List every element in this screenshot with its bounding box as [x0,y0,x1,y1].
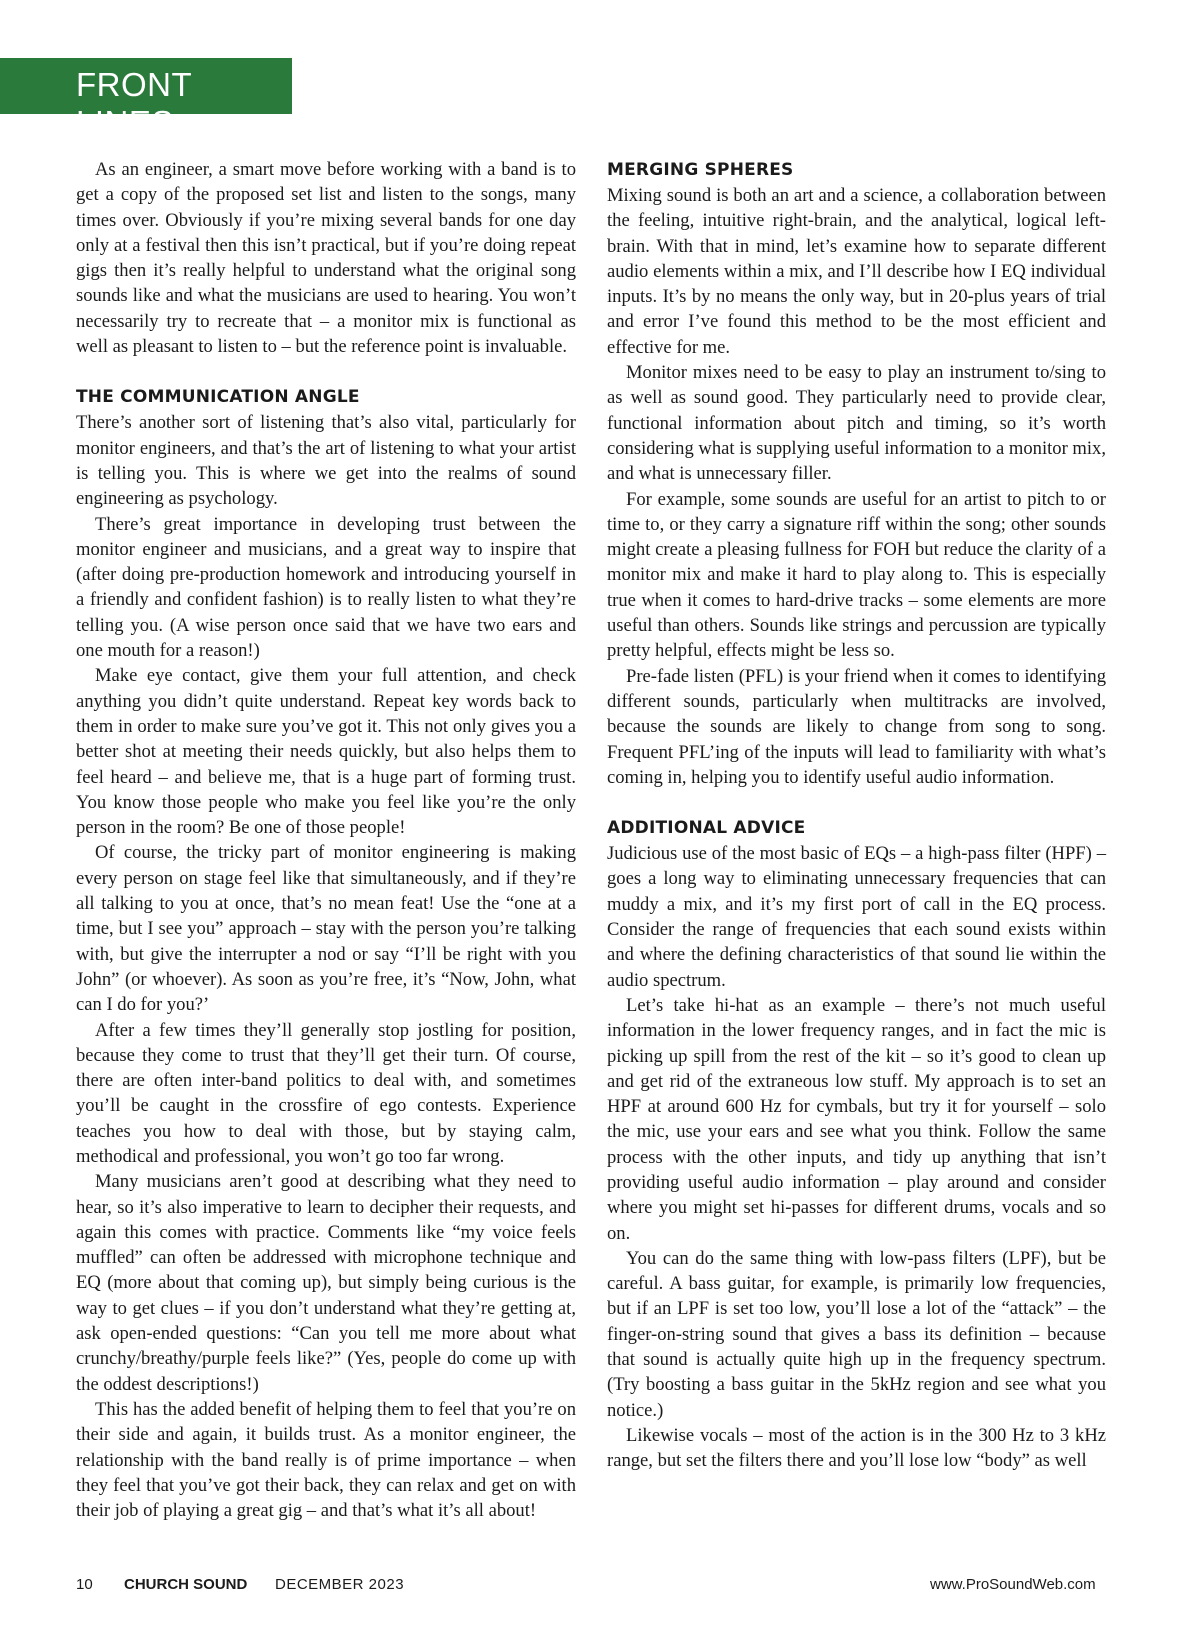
body-paragraph: Let’s take hi-hat as an example – there’s not much useful information in the lower frequency ranges, and in fact the mic is picking up spill from the rest of the kit – so it’s good to clean up and get rid of the extraneous low stuff. My approach is to set an HPF at around 600 Hz for cymbals, but try it for yourself – solo the mic, use your ears and see what you think. Follow the same process with the other inputs, and tidy up anything that isn’t providing useful audio information – play around and consider where you might set hi-passes for different drums, vocals and so on. [607,994,1106,1244]
body-paragraph: There’s another sort of listening that’s also vital, particularly for monitor engineers, and that’s the art of listening to what your artist is telling you. This is where we get into the realms of sound engineering as psychology. [76,412,576,510]
body-paragraph: Many musicians aren’t good at describing what they need to hear, so it’s also imperative to learn to decipher their requests, and again this comes with practice. Comments like “my voice feels muffled” can often be addressed with microphone technique and EQ (more about that coming up), but simply being curious is the way to get clues – if you don’t understand what they’re getting at, ask open-ended questions: “Can you tell me more about what crunchy/breathy/purple feels like?” (Yes, people do come up with the oddest descriptions!) [76,1171,576,1395]
body-paragraph: Monitor mixes need to be easy to play an instrument to/sing to as well as sound good. They particularly need to provide clear, functional information about pitch and timing, so it’s worth considering what is supplying useful information to a monitor mix, and what is unnecessary filler. [607,362,1106,485]
section-spacer [76,359,576,384]
body-paragraph: Make eye contact, give them your full attention, and check anything you didn’t quite understand. Repeat key words back to them in order to make sure you’ve got it. This not only gives you a better shot at meeting their needs quickly, but also helps them to feel heard – and believe me, that is a huge part of forming trust. You know those people who make you feel like you’re the only person in the room? Be one of those people! [76,665,576,839]
section-banner [0,58,292,141]
footer-magazine-name: CHURCH SOUND [124,1576,248,1593]
section-banner-label: FRONT LINES [76,66,192,141]
left-column [76,157,576,1523]
body-paragraph: Of course, the tricky part of monitor engineering is making every person on stage feel like that simultaneously, and if they’re all talking to you at once, that’s no mean feat! Use the “one at a time, but I see you” approach – stay with the person you’re talking with, but give the interrupter a nod or say “I’ll be right with you John” (or whoever). As soon as you’re free, it’s “Now, John, what can I do for you?’ [76,842,576,1016]
body-paragraph: Likewise vocals – most of the action is in the 300 Hz to 3 kHz range, but set the filters there and you’ll lose low “body” as well [607,1424,1106,1472]
right-column [607,157,1106,1474]
body-paragraph: You can do the same thing with low-pass filters (LPF), but be careful. A bass guitar, for example, is primarily low frequencies, but if an LPF is set too low, you’ll lose a lot of the “attack” – the finger-on-string sound that gives a bass its definition – because that sound is actually quite high up in the frequency spectrum. (Try boosting a bass guitar in the 5kHz region and see what you notice.) [607,1247,1106,1421]
section-spacer [607,790,1106,815]
body-paragraph: Judicious use of the most basic of EQs – a high-pass filter (HPF) – goes a long way to eliminating unnecessary frequencies that can muddy a mix, and it’s my first port of call in the EQ process. Consider the range of frequencies that each sound exists within and where the defining characteristics of that sound lie within the audio spectrum. [607,843,1106,991]
body-paragraph: For example, some sounds are useful for an artist to pitch to or time to, or they carry a signature riff within the song; other sounds might create a pleasing fullness for FOH but reduce the clarity of a monitor mix and make it hard to play along to. This is especially true when it comes to hard-drive tracks – some elements are more useful than others. Sounds like strings and percussion are typically pretty helpful, effects might be less so. [607,488,1106,662]
body-paragraph: Mixing sound is both an art and a science, a collaboration between the feeling, intuitive right-brain, and the analytical, logical left-brain. With that in mind, let’s examine how to separate different audio elements within a mix, and I’ll describe how I EQ individual inputs. It’s by no means the only way, but in 20-plus years of trial and error I’ve found this method to be the most efficient and effective for me. [607,185,1106,358]
body-paragraph: This has the added benefit of helping them to feel that you’re on their side and again, it builds trust. As a monitor engineer, the relationship with the band really is of prime importance – when they feel that you’ve got their back, they can relax and get on with their job of playing a great gig – and that’s what it’s all about! [76,1398,576,1522]
body-paragraph: There’s great importance in developing trust between the monitor engineer and musicians, and a great way to inspire that (after doing pre-production homework and introducing yourself in a friendly and confident fashion) is to really listen to what they’re telling you. (A wise person once said that we have two ears and one mouth for a reason!) [76,513,576,662]
intro-paragraph: As an engineer, a smart move before working with a band is to get a copy of the proposed set list and listen to the songs, many times over. Obviously if you’re mixing several bands for one day only at a festival then this isn’t practical, but if you’re doing repeat gigs then it’s really helpful to understand what the original song sounds like and what the musicians are used to hearing. You won’t necessarily try to recreate that – a monitor mix is functional as well as pleasant to listen to – but the reference point is invaluable. [76,159,576,358]
footer-page-number: 10 [76,1576,93,1593]
heading-communication-angle: THE COMMUNICATION ANGLE [76,387,360,408]
heading-merging-spheres: MERGING SPHERES [607,160,794,180]
body-paragraph: Pre-fade listen (PFL) is your friend when it comes to identifying different sounds, particularly when multitracks are involved, because the sounds are likely to change from song to song. Frequent PFL’ing of the inputs will lead to familiarity with what’s coming in, helping you to identify useful audio information. [607,665,1106,788]
footer-issue-date: DECEMBER 2023 [275,1576,405,1593]
heading-additional-advice: ADDITIONAL ADVICE [607,818,806,839]
footer-url: www.ProSoundWeb.com [930,1576,1096,1593]
body-paragraph: After a few times they’ll generally stop jostling for position, because they come to trust that they’ll get their turn. Of course, there are often inter-band politics to deal with, and sometimes you’ll be caught in the crossfire of ego contests. Experience teaches you how to deal with those, but by staying calm, methodical and professional, you won’t go too far wrong. [76,1019,576,1167]
